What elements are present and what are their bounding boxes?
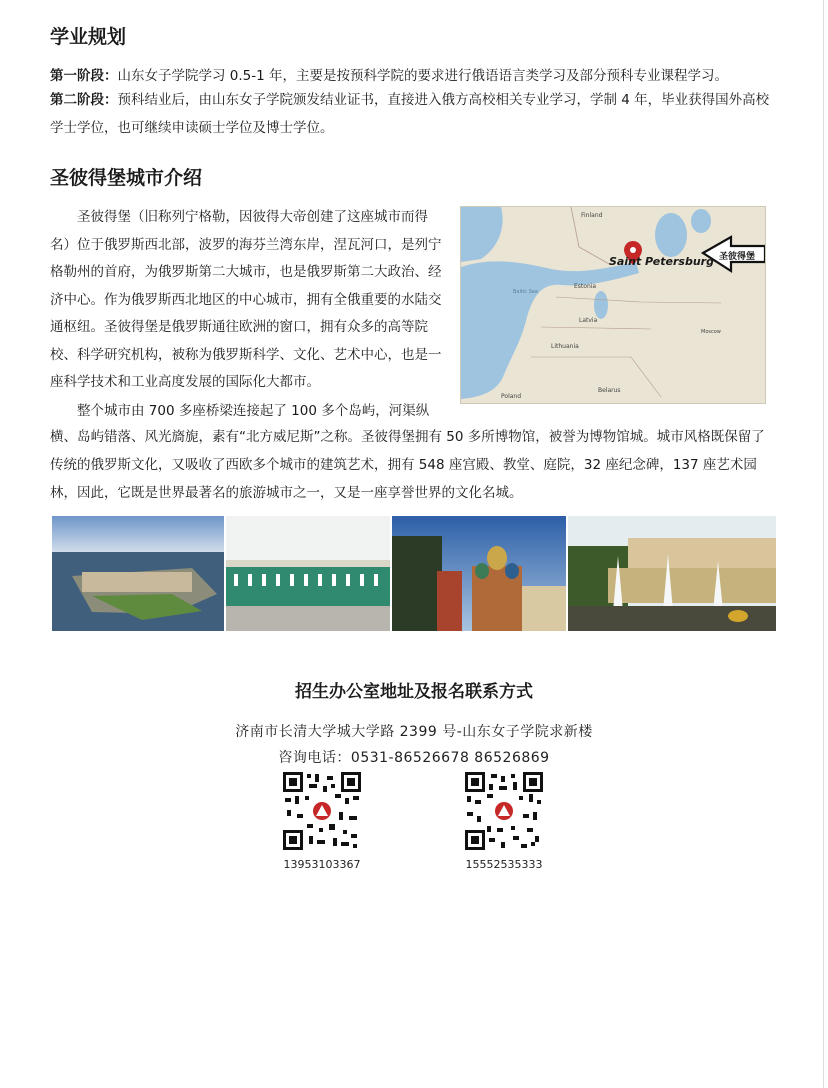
map-label-baltic: Baltic Sea — [513, 289, 538, 295]
map-label-finland: Finland — [581, 212, 603, 219]
qr-code-1[interactable] — [283, 772, 361, 850]
photo-winter-palace — [226, 516, 390, 631]
contact-address: 济南市长清大学城大学路 2399 号-山东女子学院求新楼 — [235, 724, 593, 740]
map-label-poland: Poland — [501, 393, 522, 400]
contact-phone: 咨询电话：0531-86526678 86526869 — [278, 750, 550, 766]
stage2-text: 预科结业后，由山东女子学院颁发结业证书，直接进入俄方高校相关专业学习，学制 4 年，毕业获得国外高校学士学位，也可继续申读硕士学位及博士学位。 — [50, 92, 770, 136]
study-plan-title: 学业规划 — [50, 26, 127, 48]
map-label-belarus: Belarus — [598, 387, 621, 394]
photo-peterhof-fountains — [568, 516, 776, 631]
map-label-moscow: Moscow — [701, 329, 721, 335]
qr-code-1-caption: 13953103367 — [283, 858, 361, 871]
page-edge-divider — [823, 0, 824, 1088]
stage1-text: 山东女子学院学习 0.5-1 年，主要是按预科学院的要求进行俄语语言类学习及部分预科专业课程学习。 — [117, 68, 729, 84]
photo-aerial-city — [52, 516, 224, 631]
city-intro-paragraph-1: 圣彼得堡（旧称列宁格勒，因彼得大帝创建了这座城市而得名）位于俄罗斯西北部，波罗的海芬兰湾东岸，涅瓦河口，是列宁格勒州的首府，为俄罗斯第二大城市，也是俄罗斯第二大政治、经济中心。作为俄罗斯西北地区的中心城市，拥有全俄重要的水陆交通枢纽。圣彼得堡是俄罗斯通往欧洲的窗口，拥有众多的高等院校、科学研究机构，被称为俄罗斯科学、文化、艺术中心，也是一座科学技术和工业高度发展的国际化大都市。 — [50, 209, 442, 390]
map-arrow-label: 圣彼得堡 — [719, 252, 756, 262]
study-plan-stage2 — [50, 86, 780, 142]
map-label-estonia: Estonia — [574, 283, 597, 290]
qr-code-2-caption: 15552535333 — [465, 858, 543, 871]
baltic-region-map — [460, 206, 766, 404]
stage1-label: 第一阶段： — [50, 68, 118, 84]
map-graphic — [461, 207, 765, 403]
city-intro-paragraph-2-line1: 整个城市由 700 多座桥梁连接起了 100 多个岛屿，河渠纵 — [77, 403, 430, 419]
stage2-label: 第二阶段： — [50, 92, 118, 108]
map-city-label: Saint Petersburg — [609, 255, 714, 268]
qr-code-2[interactable] — [465, 772, 543, 850]
photo-church-spilled-blood — [392, 516, 566, 631]
city-intro-title: 圣彼得堡城市介绍 — [50, 167, 203, 189]
map-label-lithuania: Lithuania — [551, 343, 579, 350]
contact-section-title: 招生办公室地址及报名联系方式 — [295, 682, 533, 702]
city-intro-paragraph-2-rest: 横、岛屿错落、风光旖旎，素有“北方威尼斯”之称。圣彼得堡拥有 50 多所博物馆，被誉为博物馆城。城市风格既保留了传统的俄罗斯文化，又吸收了西欧多个城市的建筑艺术，拥有 548 座宫殿、教堂、庭院，32 座纪念碑，137 座艺术园林，因此，它既是世界最著名的旅游城市之一，又是一座享誉世界的文化名城。 — [50, 429, 765, 501]
map-label-latvia: Latvia — [579, 317, 598, 324]
